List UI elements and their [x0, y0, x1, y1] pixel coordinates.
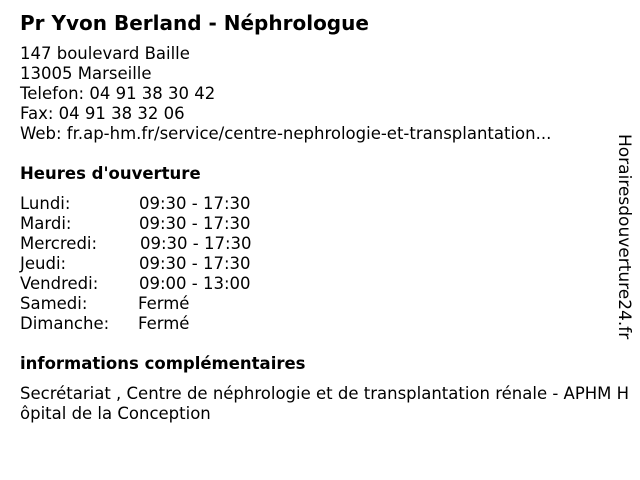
day-label: Mercredi:: [20, 234, 98, 253]
day-label: Jeudi:: [20, 254, 67, 273]
hours-heading: Heures d'ouverture: [20, 164, 201, 183]
info-description: Secrétariat , Centre de néphrologie et de transplantation rénale - APHM Hôpital de la Conception: [20, 384, 630, 423]
address-block: [20, 44, 551, 144]
day-label: Samedi:: [20, 294, 88, 313]
website-link[interactable]: Web: fr.ap-hm.fr/service/centre-nephrologie-et-transplantation...: [20, 124, 552, 143]
city-postcode: 13005 Marseille: [20, 64, 152, 83]
day-hours: 09:30 - 17:30: [139, 214, 251, 233]
day-hours: 09:30 - 17:30: [140, 234, 252, 253]
day-label: Lundi:: [20, 194, 71, 213]
info-heading: informations complémentaires: [20, 354, 306, 373]
day-label: Dimanche:: [20, 314, 110, 333]
day-hours: 09:00 - 13:00: [139, 274, 251, 293]
phone-number: Telefon: 04 91 38 30 42: [20, 84, 216, 103]
site-brand-vertical: Horairesdouverture24.fr: [614, 134, 634, 340]
day-hours: Fermé: [138, 314, 190, 333]
fax-number: Fax: 04 91 38 32 06: [20, 104, 185, 123]
day-hours: 09:30 - 17:30: [139, 254, 251, 273]
street-address: 147 boulevard Baille: [20, 44, 190, 63]
day-hours: Fermé: [138, 294, 190, 313]
day-hours: 09:30 - 17:30: [139, 194, 251, 213]
page-title: Pr Yvon Berland - Néphrologue: [20, 11, 369, 35]
day-label: Mardi:: [20, 214, 72, 233]
day-label: Vendredi:: [20, 274, 99, 293]
